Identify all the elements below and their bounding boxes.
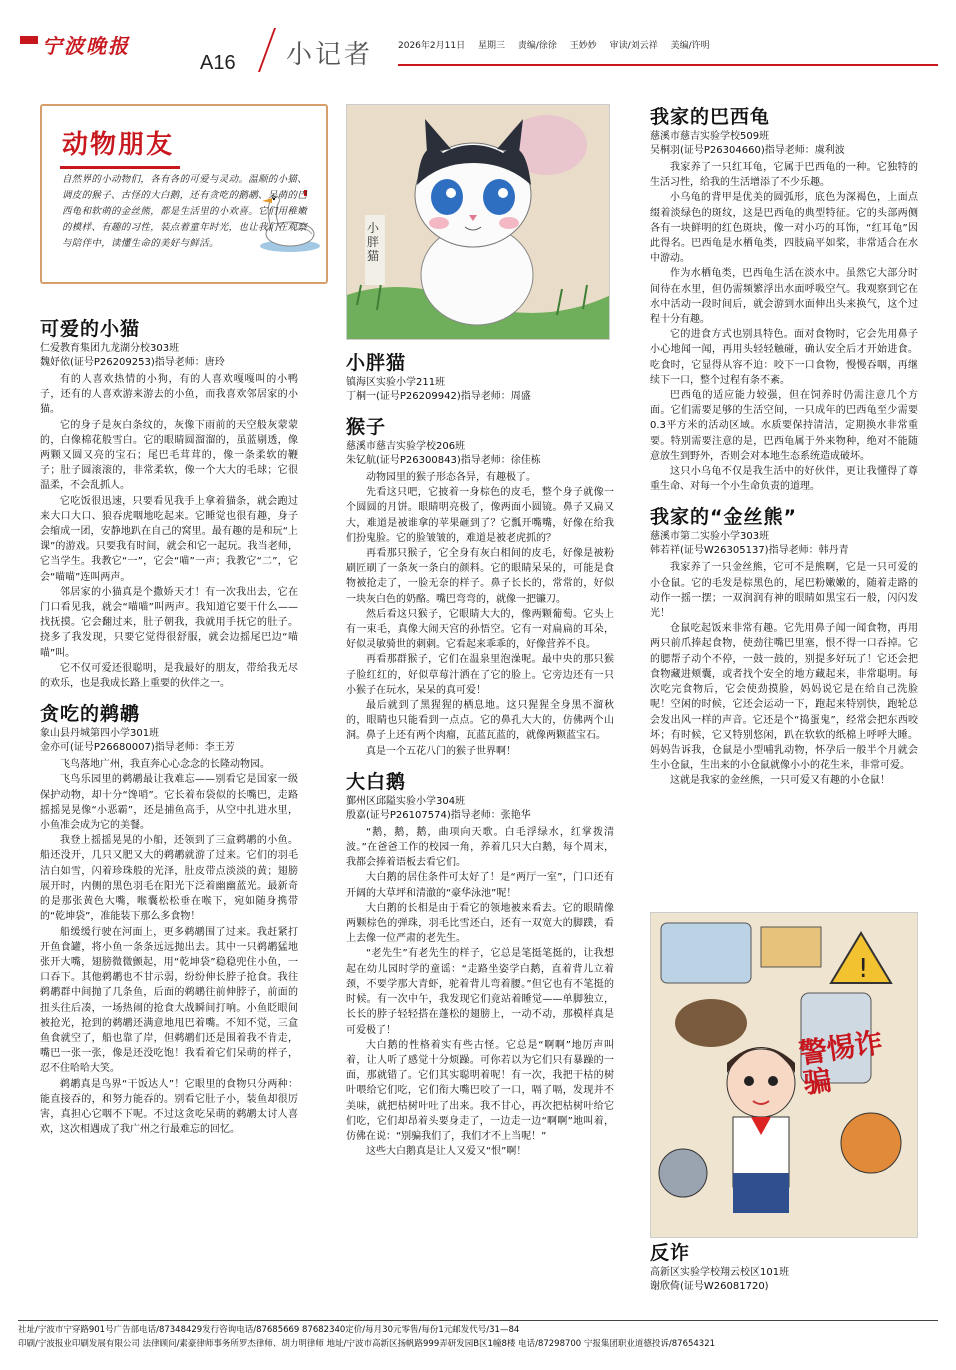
intro-underline [60,166,180,169]
poster-slogan: 警惕诈骗 [796,1025,885,1100]
article-title: 猴子 [346,416,387,438]
section-title: 小记者 [286,40,374,70]
cat-drawing [346,104,610,340]
issue-meta [398,38,720,51]
paragraph: 有的人喜欢热情的小狗，有的人喜欢嘎嘎叫的小鸭子，还有的人喜欢游来游去的小鱼，而我喜欢邻居家的小猫。 [40,374,298,416]
art-credit: 美编/许明 [670,41,710,51]
header-divider [258,28,276,72]
cat-illustration [347,105,610,340]
paragraph: 船缓缓行驶在河面上，更多鹈鹕围了过来。我赶紧打开鱼食罐，将小鱼一条条远远抛出去。其中一只鹈鹕猛地张开大嘴，翅膀微微颤起，用“乾坤袋”稳稳兜住小鱼，一口吞下。其他鹈鹕也不甘示弱，纷纷伸长脖子抢食。我往鹈鹕群中间抛了几条鱼，后面的鹈鹕往前伸脖子，前面的扭头往后凑，一场热闹的抢食大战瞬间打响。小鱼眨眼间被抢光，抢到的鹈鹕还满意地甩巴着嘴。不知不觉，三盒鱼食就空了，船也靠了岸，但鹈鹕们还是围着我不肯走，嘴巴一张一张，像是还没吃饱！我看着它们呆萌的样子，忍不住哈哈大笑。 [40,926,298,1075]
header-rule [398,64,938,66]
article-author: 丁桐一(证号P26209942)指导老师：周盛 [346,391,531,402]
column-1 [40,310,298,1137]
paragraph: “鹅，鹅，鹅，曲项向天歌。白毛浮绿水，红掌拨清波。”在爸爸工作的校园一角，养着几只大白鹅，每个周末，我都会捧着语板去看它们。 [346,826,614,869]
proofreader-credit: 审读/刘云祥 [609,41,658,51]
paragraph: 我家养了一只红耳龟，它属于巴西龟的一种。它独特的生活习性，给我的生活增添了不少乐趣。 [650,162,918,189]
article-title: 小胖猫 [346,352,407,374]
paragraph: 大白鹅的长相是由于看它的领地被来看去。它的眼睛像两颗棕色的弹珠，羽毛比雪还白，还有一双宽大的脚蹼，看上去像一位严肃的老先生。 [346,902,614,945]
intro-text: 自然界的小动物们，各有各的可爱与灵动。温顺的小猫、调皮的猴子、古怪的大白鹅，还有贪吃的鹅鹕、呆萌的巴西龟和软萌的金丝熊，都是生活里的小欢喜。它们用稚嫩的模样、有趣的习性，装点着童年时光，也让我们在观察与陪伴中，读懂生命的美好与鲜活。 [62,174,308,249]
column-2 [346,344,614,1159]
svg-text:!: ! [858,954,869,984]
editor-credit: 责编/徐徐 [517,41,557,51]
column-3 [650,104,918,789]
article-school: 镇海区实验小学211班 [346,377,446,388]
article-title: 我家的巴西龟 [650,106,771,128]
article-school: 慈溪市第二实验小学303班 [650,531,770,543]
article-title: 贪吃的鹈鹕 [40,703,141,726]
paragraph: 再看那只猴子，它全身有灰白相间的皮毛，好像是被粉刷匠刷了一条灰一条白的颜料。它的眼睛呆呆的，可能是食物被抢走了，一脸无奈的样子。鼻子长长的，常常的，好似一块灰白色的奶酪。嘴巴弯弯的，就像一把镰刀。 [346,548,614,605]
page-header [0,0,956,75]
article-author: 金亦可(证号P26680007)指导老师：李王芳 [40,742,235,754]
paragraph: 真是一个五花八门的猴子世界啊！ [366,745,516,757]
paragraph: 先看这只吧，它披着一身棕色的皮毛，整个身子就像一个圆圆的月饼。眼睛明亮极了，像两面小圆镜。鼻子又扁又大，难道是被谁拿的苹果砸到了？它瓢开嘴嘴，好像在给我们扮鬼脸。它的脸皱皱的，难道是被老虎抓的？ [346,487,614,544]
page-number: A16 [200,52,236,74]
column-3-bottom [650,1240,918,1296]
paragraph: 仓鼠吃起饭来非常有趣。它先用鼻子闻一闻食物，再用两只前爪捧起食物，使劲往嘴巴里塞，恨不得一口吞掉。它的腮帮子动个不停，一鼓一鼓的，别提多好玩了！它还会把食物藏进颊囊，或者找个安全的地方藏起来，非常聪明。每次吃完食物后，它会使劲摸脸，妈妈说它是在给自己洗脸呢！空闲的时候，它还会运动一下，跑起来特别快，跑轮总会发出风一样的声音。它还是个“捣蛋鬼”，经常会把东西咬坏；有时候，它又特别悠闲，趴在软软的纸棉上呼呼大睡。妈妈告诉我，仓鼠是小型哺乳动物，怀孕后一般半个月就会生小仓鼠，生出来的小仓鼠就像小小的花生米，非常可爱。 [650,623,918,772]
article-author: 魏妤依(证号P26209253)指导老师：唐玲 [40,357,225,368]
paragraph: 我家养了一只金丝熊，它可不是熊啊，它是一只可爱的小仓鼠。它的毛发是棕黑色的，尾巴粉嫩嫩的，随着走路的动作一摇一摆；一双润润有神的眼睛如黑宝石一般，闪闪发光！ [650,562,918,620]
article-author: 朱钇航(证号P26300843)指导老师：徐佳栋 [346,455,541,466]
paragraph: 再看那群猴子，它们在温泉里泡澡呢。最中央的那只猴子脸红红的，好似草莓汁洒在了它的脸上。它旁边还有一只小猴子在玩水，呆呆的真可爱！ [346,654,614,696]
paragraph: 它吃饭很迅速，只要看见我手上拿着猫条，就会跑过来大口大口、狼吞虎咽地吃起来。它睡觉也很有趣，身子会缩成一团，安静地趴在自己的窝里。最有趣的是和玩“上课”的游戏。只要我有时间，就会和它一起玩。我当老师，它当学生。我教它“一”，它会“喵”一声；我教它“二”，它会“喵喵”连叫两声。 [40,495,298,583]
issue-date: 2026年2月11日 [398,41,466,51]
intro-title: 动物朋友 [62,130,175,160]
page-footer [18,1320,938,1351]
paragraph: 鹈鹕真是鸟界“干饭达人”！它眼里的食物只分两种：能直接吞的，和努力能吞的。别看它肚子小，装鱼却很厉害，真担心它咽不下呢。不过这贪吃呆萌的鹈鹕太讨人喜欢，这次相遇成了我广州之行最难忘的回忆。 [40,1078,298,1136]
newspaper-logo: 宁波晚报 [42,34,130,58]
paragraph: 飞鸟乐园里的鹈鹕最让我难忘——别看它是国家一级保护动物，却十分“馋哨”。它长着布袋似的长嘴巴，走路摇摇晃晃像“小恶霸”，还是捕鱼高手，从空中扎进水里，小鱼准会成为它的美餐。 [40,774,298,832]
article-author: 吴桐羽(证号P26304660)指导老师：虞利波 [650,145,845,156]
paragraph: 这只小乌龟不仅是我生活中的好伙伴，更让我懂得了尊重生命、对每一个小生命负责的道理。 [650,466,918,493]
paragraph: 作为水栖龟类，巴西龟生活在淡水中。虽然它大部分时间待在水里，但仍需频繁浮出水面呼吸空气。我观察到它在水中活动一段时间后，就会游到水面伸出头来换气，这个过程十分有趣。 [650,268,918,326]
article-author: 殷嘉(证号P26107574)指导老师：张艳华 [346,809,531,821]
paragraph: 小乌龟的背甲是优美的圆弧形，底色为深褐色，上面点缀着淡绿色的斑纹，这是巴西龟的典型特征。它的头部两侧各有一块鲜明的红色斑块，像一对小巧的耳饰，“红耳龟”因此得名。巴西龟是水栖龟类，四肢扁平如桨，非常适合在水中游动。 [650,192,918,265]
article-author: 谢欣倚(证号W26081720) [650,1281,769,1292]
footer-line: 社址/宁波市宁穿路901号广告部电话/87348429发行咨询电话/87685669 87682340定价/每月30元零售/每份1元邮发代号/31—84 [18,1325,520,1335]
logo-mark [20,36,38,44]
paragraph: 这就是我家的金丝熊，一只可爱又有趣的小仓鼠！ [670,775,890,787]
article-title: 大白鹅 [346,770,407,793]
article-author: 韩若祥(证号W26305137)指导老师：韩丹青 [650,545,849,557]
footer-line: 印刷/宁波报业印刷发展有限公司 法律顾问/素豪律师事务所罗杰律师、胡力明律师 地址/宁波市高新区扬帆路999弄研发园B区1幢8楼 电话/87298700 宁报集团职业道德投诉/87654321 [18,1339,716,1349]
paragraph: 它的进食方式也别具特色。面对食物时，它会先用鼻子小心地闻一闻，再用头轻轻触碰，确认安全后才开始进食。吃食时，它显得从容不迫：咬下一口食物，慢慢吞咽，再继续下一口，整个过程有条不紊。 [650,329,918,386]
issue-weekday: 星期三 [477,41,505,51]
paragraph: 大白鹅的居住条件可太好了！是“两厅一室”，门口还有开阔的大草坪和清澈的“豪华泳池”呢！ [346,872,614,899]
article-school: 高新区实验学校翔云校区101班 [650,1267,790,1278]
article-school: 慈溪市慈吉实验学校509班 [650,131,770,142]
paragraph: 巴西龟的适应能力较强，但在饲养时仍需注意几个方面。它们需要足够的生活空间，一只成年的巴西龟至少需要0.3平方米的活动区域。水质要保持清洁，定期换水非常重要。特别需要注意的是，巴西龟属于外来物种，绝对不能随意放生到野外，否则会对本地生态系统造成破坏。 [650,390,918,462]
drawing-caption: 小胖猫 [367,221,380,263]
article-title: 可爱的小猫 [40,318,141,340]
paragraph: 它不仅可爱还很聪明，是我最好的朋友，带给我无尽的欢乐，也是我成长路上重要的伙伴之一。 [40,662,298,690]
paragraph: 我登上摇摇晃晃的小船，还领到了三盒鹈鹕的小鱼。船还没开，几只又肥又大的鹈鹕就游了过来。它们的羽毛洁白如雪，闪着珍珠般的光泽，肚皮带点淡淡的黄；翅膀展开时，内侧的黑色羽毛在阳光下泛着幽幽蓝光。最新奇的是那张黄色大嘴，喉囊松松垂在喉下，宛如随身携带的“乾坤袋”，准能装下那么多食物！ [40,835,298,923]
article-title: 反诈 [650,1242,691,1264]
anti-fraud-poster [650,912,918,1238]
paragraph: 动物园里的猴子形态各异，有趣极了。 [366,472,536,483]
paragraph: 大白鹅的性格着实有些古怪。它总是“啊啊”地厉声叫着，让人听了感觉十分烦躁。可你若以为它们只有暴躁的一面，那就错了。它们其实聪明着呢！有一次，我把干枯的树叶喂给它们吃，它们衔大嘴巴咬了一口，嗝了嗝，发现并不美味，就把枯树叶吐了出来。我不甘心，再次把枯树叶给它们吃，它们却昂着头要身走了，一边走一边“啊啊”地叫着，仿佛在说：“别骗我们了，我们才不上当呢！” [346,1039,614,1142]
paragraph: 然后看这只猴子，它眼睛大大的，像两颗葡萄。它头上有一束毛，真像大闹天宫的孙悟空。它有一对扁扁的耳朵，好似灵敏骑世的刺刺。它看起来乖乖的，好像营养不良。 [346,608,614,651]
paragraph: 最后就到了黑猩猩的栖息地。这只猩猩全身黑不溜秋的，眼睛也只能看到一点点。它的鼻孔大大的，仿佛两个山洞。鼻子上还有两个肉瘤，瓦蓝瓦蓝的，就像两颗蓝宝石。 [346,700,614,742]
paragraph: 邻居家的小猫真是个撒娇天才！有一次我出去，它在门口看见我，就会“喵喵”叫两声。我知道它要干什么——找抚摸。它会翻过来，肚子朝我，我就用手抚它的肚子。挠多了我发现，只要它觉得很舒服，就会边摇尾巴边“喵喵”叫。 [40,586,298,659]
paragraph: 这些大白鹅真是让人又爱又“恨”啊！ [366,1146,527,1158]
paragraph: 它的身子是灰白条纹的，灰像下雨前的天空般灰蒙蒙的，白像棉花般雪白。它的眼睛圆溜溜的，虽蓝剔透，像两颗又圆又亮的宝石；尾巴毛茸茸的，像一条柔软的鞭子；肚子圆滚滚的，非常柔软，像一个大大的毛球；它很温柔，不会乱抓人。 [40,419,298,492]
intro-box [40,104,328,284]
article-school: 鄞州区邱隘实验小学304班 [346,795,466,807]
article-title: 我家的“金丝熊” [650,506,797,529]
designer-credit: 王妙妙 [569,41,597,51]
paragraph: “老先生”有老先生的样子，它总是笔挺笔挺的，让我想起在幼儿园时学的童谣：“走路坐姿学白鹅，直着背儿立着颈，不要学那大青虾，驼着背儿弯着腰。”但它也有不笔挺的时候。有一次中午，我发现它们竟站着睡觉——单脚独立，长长的脖子轻轻搭在蓬松的翅膀上，一动不动，那模样真是可爱极了！ [346,948,614,1036]
article-school: 仁爱教育集团九龙湖分校303班 [40,343,180,354]
paragraph: 飞鸟落地广州，我直奔心心念念的长隆动物园。 [60,759,270,771]
article-school: 象山县丹城第四小学301班 [40,728,160,740]
article-school: 慈溪市慈吉实验学校206班 [346,441,466,452]
